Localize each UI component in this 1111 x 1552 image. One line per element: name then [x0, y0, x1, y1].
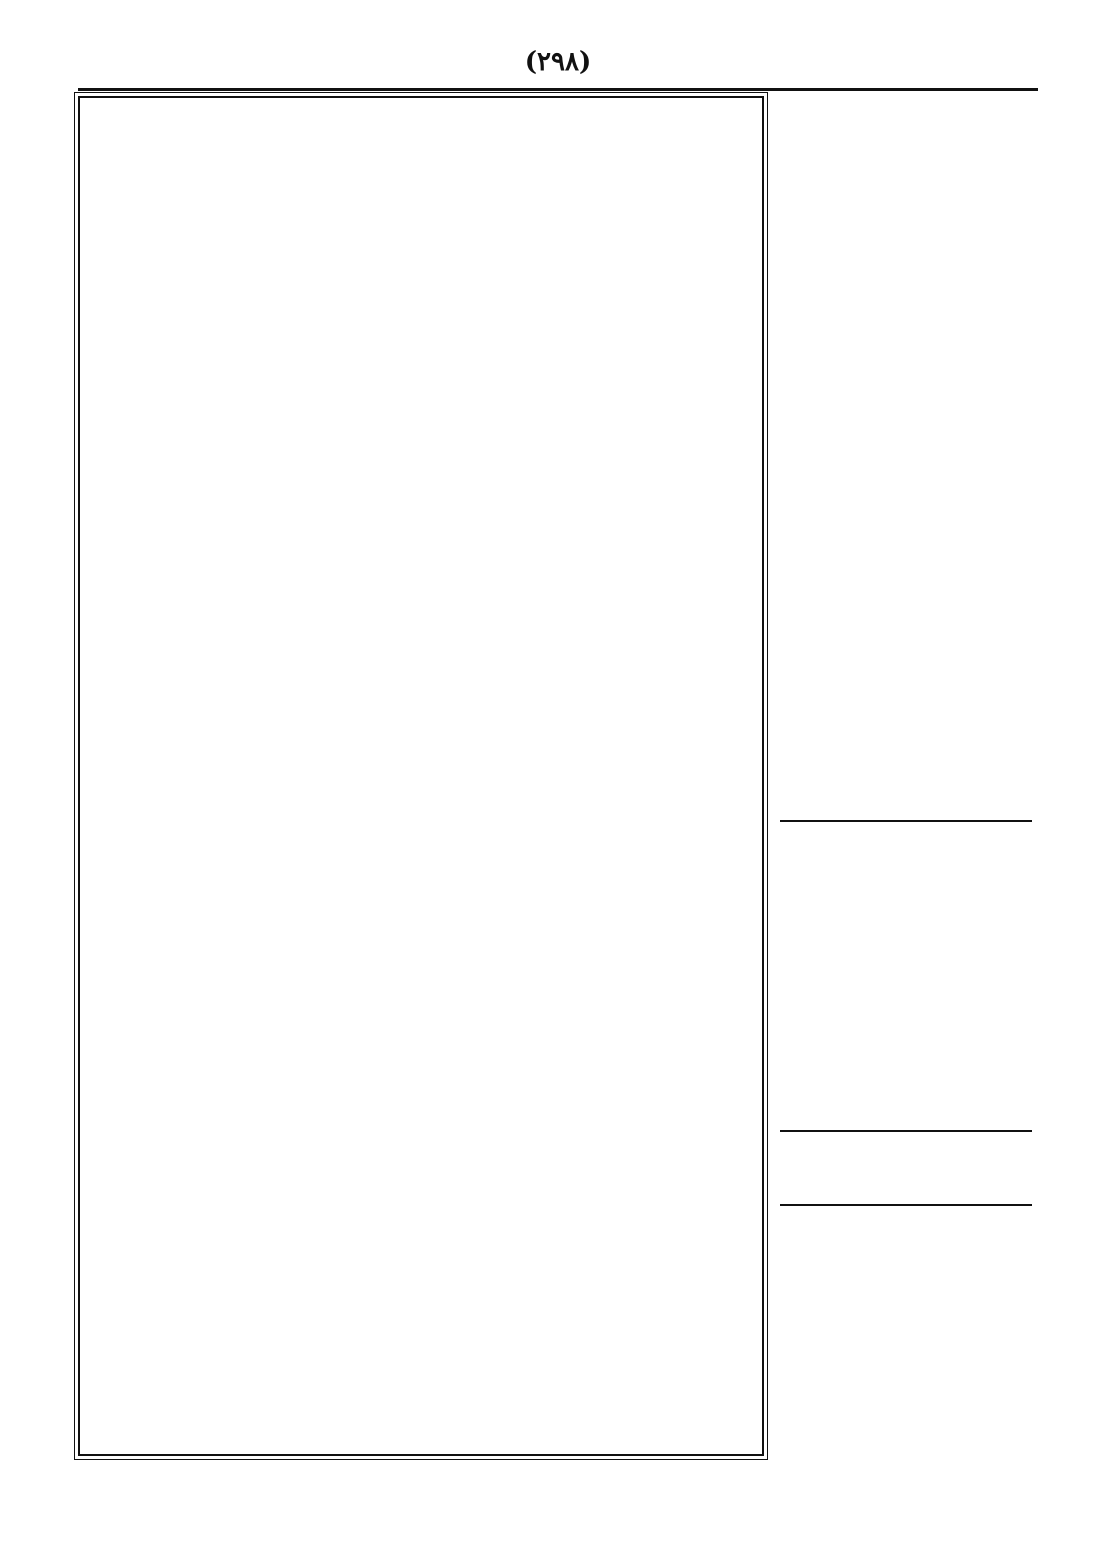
footer-line [78, 1462, 1038, 1502]
margin-divider-3 [780, 1204, 1032, 1206]
main-commentary-frame [78, 96, 764, 1456]
margin-divider-1 [780, 820, 1032, 822]
margin-divider-2 [780, 1130, 1032, 1132]
margin-text-block-1 [774, 96, 1038, 816]
margin-text-block-2 [774, 826, 1038, 1126]
running-header [78, 40, 1038, 91]
page-number: (٢٩٨) [524, 47, 592, 77]
margin-column [774, 96, 1038, 1456]
margin-section-heading [774, 1136, 1038, 1200]
margin-text-block-3 [774, 1210, 1038, 1456]
